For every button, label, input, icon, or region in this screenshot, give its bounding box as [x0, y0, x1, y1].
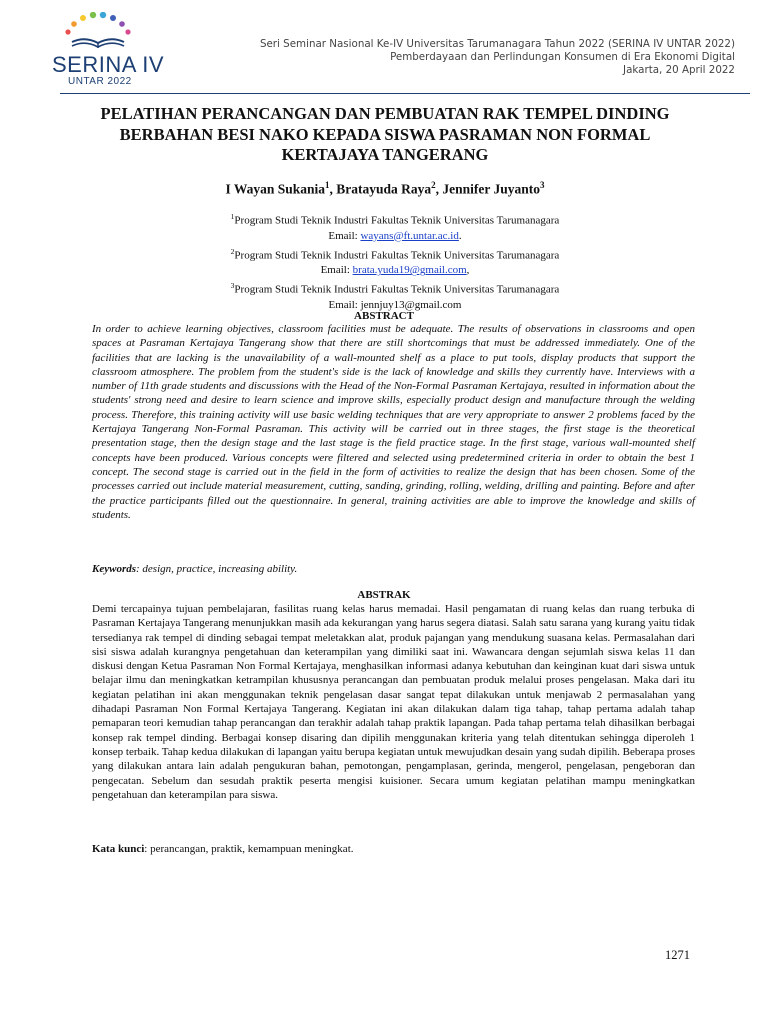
- conference-line: Pemberdayaan dan Perlindungan Konsumen di Era Ekonomi Digital: [390, 51, 735, 63]
- page-number: 1271: [665, 948, 690, 962]
- email-suffix: .: [458, 229, 462, 242]
- conference-line: Seri Seminar Nasional Ke-IV Universitas Tarumanagara Tahun 2022 (SERINA IV UNTAR 2022): [259, 38, 735, 50]
- email-label: Email:: [328, 229, 361, 242]
- page-header: [0, 0, 768, 96]
- keywords-en: [92, 563, 297, 575]
- keywords-label: Keywords: [92, 563, 136, 575]
- email-label: Email:: [320, 264, 353, 277]
- email-link[interactable]: wayans@ft.untar.ac.id: [360, 229, 459, 242]
- affiliation-sup: 2: [230, 246, 235, 256]
- email-suffix: ,: [466, 264, 470, 277]
- serina-logo: [44, 12, 174, 88]
- affiliation-email-line: [60, 229, 730, 244]
- author-name: I Wayan Sukania: [225, 181, 326, 197]
- affiliation-line: [60, 244, 730, 264]
- affiliation-institution: Program Studi Teknik Industri Fakultas Teknik Universitas Tarumanagara: [234, 214, 560, 227]
- keywords-text: : design, practice, increasing ability.: [136, 563, 298, 575]
- author-list: I Wayan Sukania$^1$, Bratayuda Raya$^2$, Jennifer Juyanto$^3$: [225, 180, 545, 197]
- abstract-body: In order to achieve learning objectives, classroom facilities must be adequate. The results of observations in classrooms and open spaces at Pasraman Kertajaya Tangerang show that there are still shortcomings that must be addressed immediately. One of the facilities that are lacking is the unavailability of a wall-mounted shelf as a place to put tools, display products that support the classroom atmosphere. The problem from the student's side is the lack of knowledge and skills they currently have. Interviews with a number of 11th grade students and discussions with the Head of the Non-Formal Pasraman Kertajaya, resulted in information about the students' strong need and desire to learn science and improve skills, especially product design and manufacture through the welding process. Therefore, this training activity will use basic welding techniques that are very appropriate to answer 2 problems faced by the Kertajaya Tangerang Non-Formal Pasraman. This activity will be carried out in three stages, the first stage is the theoretical presentation stage, then the design stage and the last stage is the field practice stage. In the first stage, various wall-mounted shelf concepts have been produced. Various concepts were filtered and selected using predetermined criteria in order to obtain the best 1 concept. The second stage is carried out in the field in the form of activities to realize the design that has been chosen. Some of the processes carried out include material measurement, cutting, sanding, grinding, rolling, welding, drilling and painting. Before and after the practice participants filled out the questionnaire. In general, training activities are able to improve the knowledge and skills of students.: [92, 323, 695, 521]
- affiliation-email-line: [60, 263, 730, 278]
- abstrak-body: Demi tercapainya tujuan pembelajaran, fasilitas ruang kelas harus memadai. Hasil pengamatan di ruang kelas dan ruang terbuka di Pasraman Kertajaya Tangerang menunjukkan masih ada kekurangan yang harus segera diatasi. Salah satu sarana yang kurang yaitu tidak tersedianya rak tempel di dinding sebagai tempat meletakkan alat, produk pajangan yang mendukung suasana kelas. Permasalahan dari sisi siswa adalah kurangnya pengetahuan dan keterampilan yang dimiliki saat ini. Wawancara dengan sejumlah siswa kelas 11 dan diskusi dengan Ketua Pasraman Non Formal Kertajaya, menghasilkan informasi adanya kebutuhan dan keinginan kuat dari siswa untuk belajar ilmu dan meningkatkan ketrampilan khususnya perancangan dan pembuatan produk melalui proses pengelasan. Maka dari itu kegiatan pelatihan ini akan menggunakan teknik pengelasan dasar sangat tepat dilakukan untuk menjawab 2 permasalahan yang dihadapi Pasraman Non Formal Kertajaya Tangerang. Kegiatan ini akan dilakukan dalam tiga tahap, tahap pertama adalah tahap pemaparan teori kemudian tahap perancangan dan terakhir adalah tahap praktik lapangan. Pada tahap pertama telah dihasilkan berbagai konsep rak tempel dinding. Berbagai konsep disaring dan dipilih menggunakan kriteria yang telah ditentukan sehingga diperoleh 1 konsep terbaik. Tahap kedua dilakukan di lapangan yaitu berupa kegiatan untuk mewujudkan desain yang sudah dipilih. Beberapa proses yang dilakukan antara lain adalah pengukuran bahan, pemotongan, pengamplasan, gerinda, mengerol, pengelasan, pengeboran dan pengecatan. Sebelum dan sesudah praktik peserta mengisi kuisioner. Secara umum kegiatan pelatihan mampu meningkatkan pengetahuan dan keterampilan para siswa.: [92, 603, 695, 801]
- header-divider: [60, 93, 750, 94]
- conference-info: [260, 38, 735, 77]
- author-sup: 3: [540, 180, 545, 190]
- author-name: Bratayuda Raya: [336, 181, 432, 197]
- author-name: Jennifer Juyanto: [442, 181, 541, 197]
- logo-dots-book-icon: [58, 12, 138, 52]
- kata-kunci-label: Kata kunci: [92, 843, 145, 855]
- affiliation-institution: Program Studi Teknik Industri Fakultas Teknik Universitas Tarumanagara: [234, 249, 560, 262]
- author-sup: 1: [325, 180, 330, 190]
- author-sup: 2: [431, 180, 436, 190]
- logo-subtitle: UNTAR 2022: [68, 76, 132, 87]
- email-label: Email:: [328, 298, 361, 311]
- affiliation-institution: Program Studi Teknik Industri Fakultas Teknik Universitas Tarumanagara: [234, 283, 560, 296]
- affiliations: [60, 209, 730, 313]
- email-text: jennjuy13@gmail.com: [360, 298, 462, 311]
- affiliation-line: [60, 209, 730, 229]
- affiliation-sup: 1: [230, 212, 235, 221]
- paper-title: PELATIHAN PERANCANGAN DAN PEMBUATAN RAK TEMPEL DINDING BERBAHAN BESI NAKO KEPADA SISWA PASRAMAN NON FORMAL KERTAJAYA TANGERANG: [100, 104, 670, 164]
- affiliation-line: [60, 278, 730, 298]
- abstract-heading: ABSTRACT: [354, 310, 414, 322]
- conference-line: Jakarta, 20 April 2022: [623, 64, 735, 76]
- affiliation-sup: 3: [230, 281, 235, 291]
- kata-kunci-text: : perancangan, praktik, kemampuan meningkat.: [144, 843, 354, 855]
- logo-title: SERINA IV: [52, 52, 165, 77]
- abstrak-heading: ABSTRAK: [357, 589, 411, 601]
- email-link[interactable]: brata.yuda19@gmail.com: [352, 264, 467, 277]
- keywords-id: [92, 843, 354, 855]
